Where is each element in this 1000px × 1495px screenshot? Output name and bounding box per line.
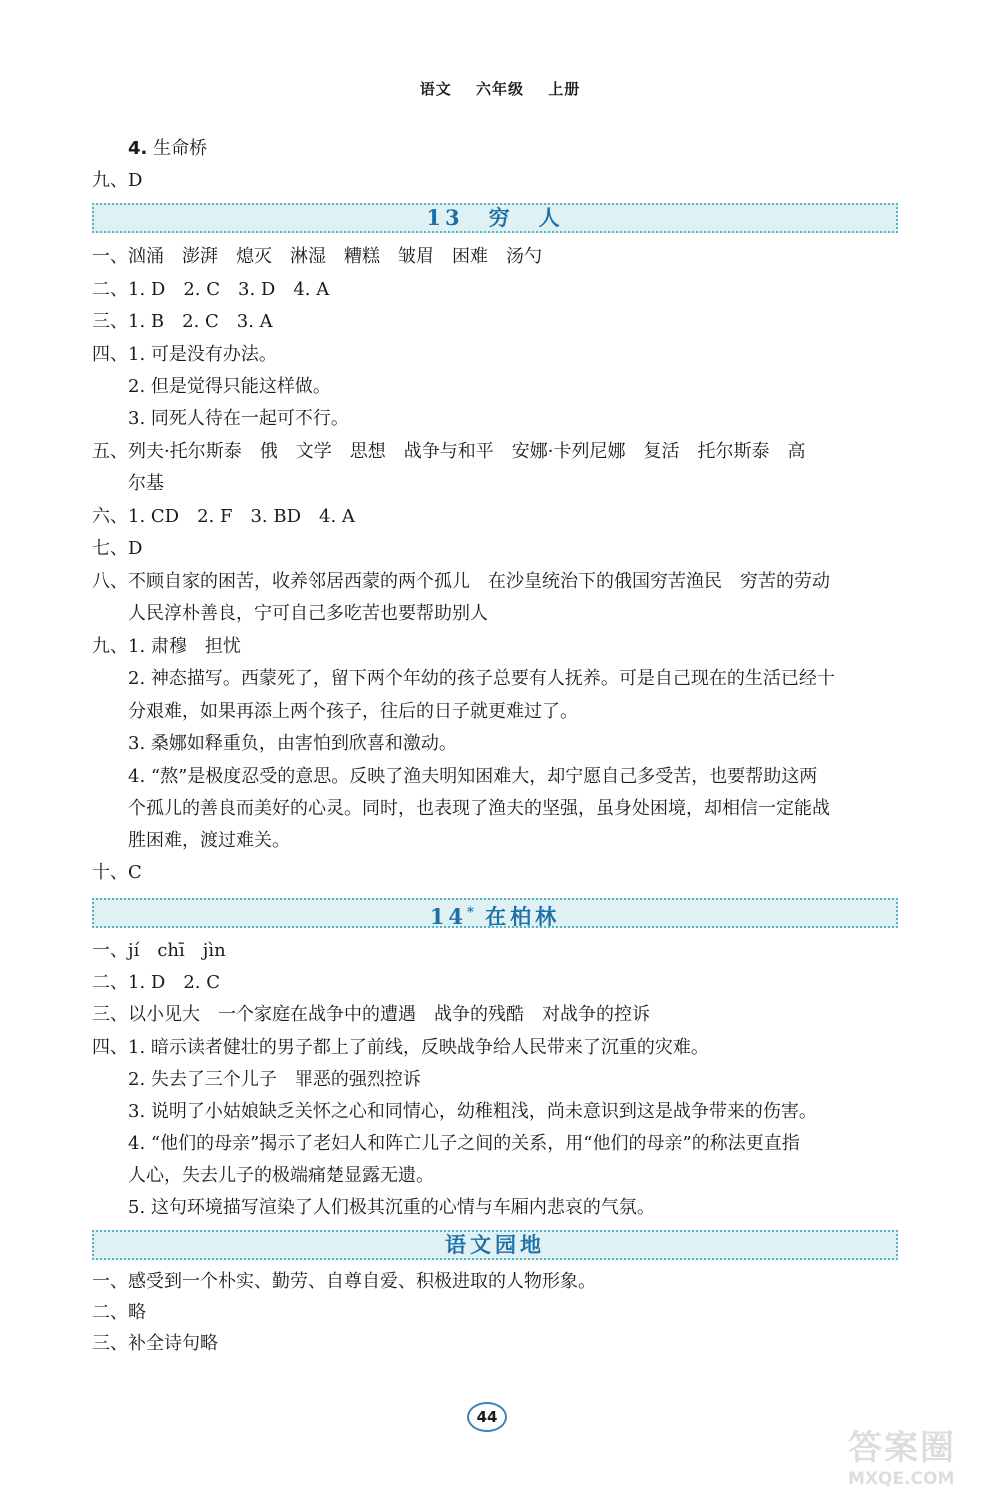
answer-line: 3. 同死人待在一起可不行。 (128, 408, 349, 429)
answer-line: 八、不顾自家的困苦，收养邻居西蒙的两个孤儿 在沙皇统治下的俄国穷苦渔民 穷苦的劳动 (92, 571, 830, 592)
garden-banner (92, 1230, 898, 1260)
answer-line: 人民淳朴善良，宁可自己多吃苦也要帮助别人 (128, 603, 488, 624)
header-subject: 语文 (419, 80, 452, 98)
header-volume: 上册 (548, 80, 581, 98)
answer-line: 分艰难，如果再添上两个孩子，往后的日子就更难过了。 (128, 701, 578, 722)
lesson-14-mark: * (467, 905, 474, 920)
answer-text: 生命桥 (153, 138, 208, 159)
answer-line: 四、1. 暗示读者健壮的男子都上了前线，反映战争给人民带来了沉重的灾难。 (92, 1037, 709, 1058)
watermark-logo (848, 1420, 988, 1488)
lesson-14-banner (92, 898, 898, 928)
answer-line: 九、D (92, 170, 143, 191)
answer-line: 十、C (92, 862, 142, 883)
page-header (0, 78, 1000, 99)
answer-line: 七、D (92, 538, 143, 559)
answer-line: 一、感受到一个朴实、勤劳、自尊自爱、积极进取的人物形象。 (92, 1271, 596, 1292)
answer-line: 胜困难，渡过难关。 (128, 830, 290, 851)
lesson-13-title: 13 穷 人 (426, 205, 564, 230)
answer-line (128, 137, 207, 161)
answer-line: 个孤儿的善良而美好的心灵。同时，也表现了渔夫的坚强，虽身处困境，却相信一定能战 (128, 798, 830, 819)
answer-line: 5. 这句环境描写渲染了人们极其沉重的心情与车厢内悲哀的气氛。 (128, 1197, 655, 1218)
answer-line: 三、以小见大 一个家庭在战争中的遭遇 战争的残酷 对战争的控诉 (92, 1004, 650, 1025)
answer-line: 一、汹涌 澎湃 熄灭 淋湿 糟糕 皱眉 困难 汤勺 (92, 246, 542, 267)
answer-line: 2. 但是觉得只能这样做。 (128, 376, 331, 397)
watermark-top: 答案圈 (848, 1428, 956, 1468)
answer-line: 2. 神态描写。西蒙死了，留下两个年幼的孩子总要有人抚养。可是自己现在的生活已经十 (128, 668, 835, 689)
answer-line: 3. 桑娜如释重负，由害怕到欣喜和激动。 (128, 733, 457, 754)
answer-line: 三、补全诗句略 (92, 1333, 218, 1354)
page-number: 44 (467, 1402, 507, 1432)
watermark-bottom: MXQE.COM (848, 1469, 955, 1489)
lesson-14-title: 在柏林 (485, 904, 561, 929)
header-grade: 六年级 (475, 80, 524, 98)
item-number: 4. (128, 138, 148, 159)
lesson-14-number: 14 (429, 904, 468, 929)
garden-title: 语文园地 (445, 1232, 545, 1257)
answer-line: 4. “熬”是极度忍受的意思。反映了渔夫明知困难大，却宁愿自己多受苦，也要帮助这两 (128, 766, 818, 787)
answer-line: 人心，失去儿子的极端痛楚显露无遗。 (128, 1165, 434, 1186)
answer-line: 六、1. CD 2. F 3. BD 4. A (92, 506, 355, 527)
lesson-13-banner (92, 203, 898, 233)
answer-line: 九、1. 肃穆 担忧 (92, 636, 241, 657)
answer-line: 二、1. D 2. C 3. D 4. A (92, 279, 330, 300)
answer-line: 3. 说明了小姑娘缺乏关怀之心和同情心，幼稚粗浅，尚未意识到这是战争带来的伤害。 (128, 1101, 817, 1122)
answer-line: 三、1. B 2. C 3. A (92, 311, 273, 332)
answer-line: 4. “他们的母亲”揭示了老妇人和阵亡儿子之间的关系，用“他们的母亲”的称法更直指 (128, 1133, 800, 1154)
answer-line: 二、1. D 2. C (92, 972, 220, 993)
answer-line: 一、jí chī jìn (92, 940, 226, 961)
answer-line: 2. 失去了三个儿子 罪恶的强烈控诉 (128, 1069, 421, 1090)
answer-line: 尔基 (128, 473, 164, 494)
answer-line: 四、1. 可是没有办法。 (92, 344, 277, 365)
answer-line: 五、列夫·托尔斯泰 俄 文学 思想 战争与和平 安娜·卡列尼娜 复活 托尔斯泰 高 (92, 441, 806, 462)
answer-line: 二、略 (92, 1302, 146, 1323)
